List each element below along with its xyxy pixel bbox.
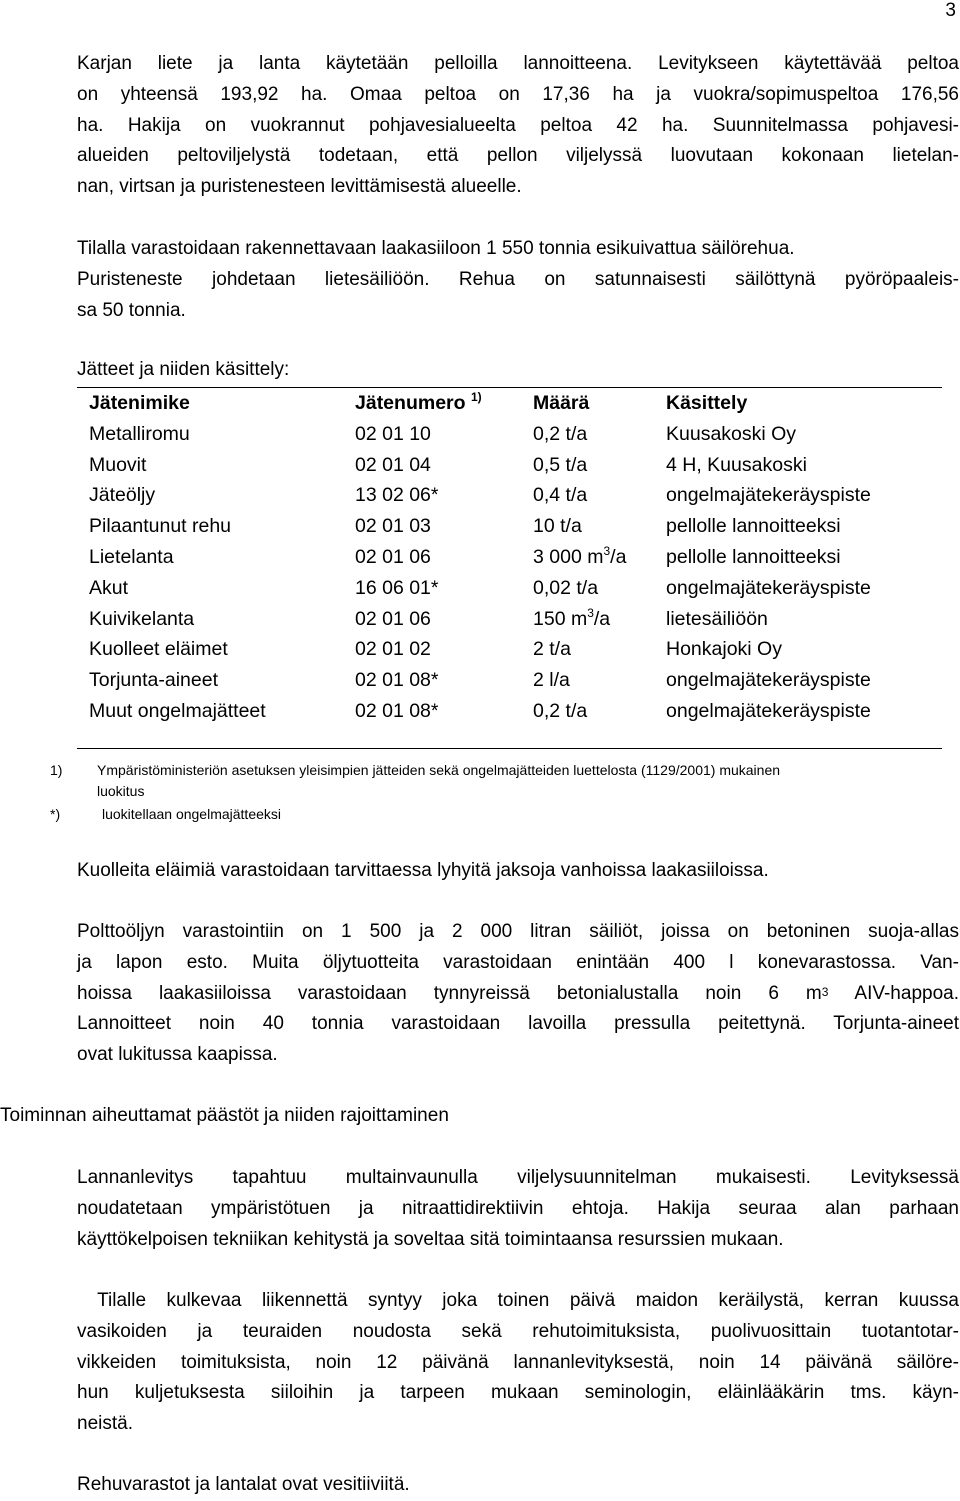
section-heading: Toiminnan aiheuttamat päästöt ja niiden rajoittaminen bbox=[0, 1105, 449, 1126]
table-row bbox=[77, 573, 942, 604]
cell-code: 02 01 06 bbox=[355, 607, 431, 630]
cell-code: 16 06 01* bbox=[355, 576, 439, 599]
paragraph-manure-use bbox=[77, 49, 959, 203]
footnote-ref: 1) bbox=[470, 390, 482, 404]
paragraph-fuel-storage bbox=[77, 917, 959, 1071]
table-row bbox=[77, 542, 942, 573]
cell-name: Metalliromu bbox=[89, 422, 190, 445]
footnote-mark: *) bbox=[50, 806, 61, 822]
cell-code: 02 01 08* bbox=[355, 700, 439, 723]
cell-handling: Honkajoki Oy bbox=[666, 638, 782, 661]
superscript: 3 bbox=[587, 605, 594, 620]
text-line: käyttökelpoisen tekniikan kehitystä ja soveltaa sitä toimintaansa resurssien mukaan. bbox=[77, 1228, 784, 1250]
text-line: Puristeneste johdetaan lietesäiliöön. Rehua on satunnaisesti säilöttynä pyöröpaaleis- bbox=[77, 268, 959, 290]
footnote-1 bbox=[50, 760, 960, 802]
cell-amount: 10 t/a bbox=[533, 515, 582, 538]
header-code: Jätenumero $^{1)}$ bbox=[343, 388, 521, 420]
cell-name: Jäteöljy bbox=[89, 484, 156, 507]
header-handling: Käsittely bbox=[654, 388, 942, 420]
text-line: nan, virtsan ja puristenesteen levittämisestä alueelle. bbox=[77, 176, 522, 198]
table-row bbox=[77, 696, 942, 727]
cell-handling: Kuusakoski Oy bbox=[666, 422, 797, 445]
cell-name: Kuolleet eläimet bbox=[89, 638, 228, 661]
superscript: 3 bbox=[821, 984, 829, 999]
cell-handling: lietesäiliöön bbox=[666, 607, 768, 630]
table-row bbox=[77, 511, 942, 542]
cell-handling: pellolle lannoitteeksi bbox=[666, 515, 841, 538]
text-line: Rehuvarastot ja lantalat ovat vesitiiviitä. bbox=[77, 1474, 410, 1495]
paragraph-dead-animals bbox=[77, 856, 959, 887]
cell-handling: ongelmajätekeräyspiste bbox=[666, 669, 871, 692]
cell-amount: 3 000 $m^3/a$ bbox=[533, 544, 627, 569]
cell-handling: 4 H, Kuusakoski bbox=[666, 453, 807, 476]
cell-amount: 2 t/a bbox=[533, 638, 571, 661]
text-line: noudatetaan ympäristötuen ja nitraattidirektiivin ehtoja. Hakija seuraa alan parhaan bbox=[77, 1197, 959, 1219]
paragraph-silage-storage bbox=[77, 234, 959, 326]
cell-name: Muut ongelmajätteet bbox=[89, 700, 266, 723]
text-line: on yhteensä 193,92 ha. Omaa peltoa on 17,36 ha ja vuokra/sopimuspeltoa 176,56 bbox=[77, 83, 959, 105]
table-row bbox=[77, 481, 942, 512]
text-line: Tilalle kulkevaa liikennettä syntyy joka toinen päivä maidon keräilystä, kerran kuussa bbox=[77, 1290, 959, 1311]
table-row bbox=[77, 665, 942, 696]
text-line: ha. Hakija on vuokrannut pohjavesialueelta peltoa 42 ha. Suunnitelmassa pohjavesi- bbox=[77, 114, 959, 136]
text-line: Lannoitteet noin 40 tonnia varastoidaan lavoilla pressulla peitettynä. Torjunta-aineet bbox=[77, 1013, 959, 1035]
cell-name: Lietelanta bbox=[89, 546, 174, 569]
cell-amount: 150 $m^3/a$ bbox=[533, 605, 611, 630]
text-line: neistä. bbox=[77, 1413, 133, 1435]
table-caption: Jätteet ja niiden käsittely: bbox=[77, 359, 290, 380]
footnote-mark: 1) bbox=[50, 762, 63, 778]
text-line: Karjan liete ja lanta käytetään pelloilla lannoitteena. Levitykseen käytettävää peltoa bbox=[77, 53, 959, 74]
table-row bbox=[77, 419, 942, 450]
cell-amount: 2 l/a bbox=[533, 669, 570, 692]
paragraph-traffic bbox=[77, 1286, 959, 1440]
cell-code: 02 01 03 bbox=[355, 515, 431, 538]
footnote-2 bbox=[50, 804, 960, 825]
text-line: hoissa laakasiiloissa varastoidaan tynnyreissä betonialustalla noin 6 $m^3$ AIV-happoa. bbox=[77, 982, 959, 1004]
footnote-text: luokitellaan ongelmajätteeksi bbox=[102, 806, 281, 822]
cell-amount: 0,2 t/a bbox=[533, 700, 588, 723]
table-header-row bbox=[77, 388, 942, 420]
footnote-text: Ympäristöministeriön asetuksen yleisimpien jätteiden sekä ongelmajätteiden luettelosta (1129/2001) mukainen luokitus bbox=[97, 762, 781, 799]
cell-code: 02 01 10 bbox=[355, 422, 431, 445]
table-row bbox=[77, 635, 942, 666]
cell-handling: pellolle lannoitteeksi bbox=[666, 546, 841, 569]
cell-name: Muovit bbox=[89, 453, 147, 476]
cell-code: 02 01 04 bbox=[355, 453, 431, 476]
cell-name: Torjunta-aineet bbox=[89, 669, 218, 692]
cell-name: Akut bbox=[89, 576, 129, 599]
text-line: Kuolleita eläimiä varastoidaan tarvittaessa lyhyitä jaksoja vanhoissa laakasiiloissa. bbox=[77, 860, 769, 881]
cell-amount: 0,4 t/a bbox=[533, 484, 588, 507]
waste-table bbox=[77, 387, 942, 727]
cell-amount: 0,5 t/a bbox=[533, 453, 588, 476]
table-row bbox=[77, 450, 942, 481]
cell-handling: ongelmajätekeräyspiste bbox=[666, 576, 871, 599]
cell-code: 02 01 08* bbox=[355, 669, 439, 692]
text-line: Polttoöljyn varastointiin on 1 500 ja 2 000 litran säiliöt, joissa on betoninen suoja-allas bbox=[77, 921, 959, 942]
text-line: vikkeiden toimituksista, noin 12 päivänä lannanlevityksestä, noin 14 päivänä säilöre- bbox=[77, 1351, 959, 1373]
paragraph-watertight bbox=[77, 1470, 959, 1501]
superscript: 3 bbox=[603, 544, 611, 559]
cell-name: Kuivikelanta bbox=[89, 607, 195, 630]
cell-amount: 0,2 t/a bbox=[533, 422, 588, 445]
text-line: ovat lukitussa kaapissa. bbox=[77, 1044, 278, 1066]
footnotes bbox=[50, 760, 960, 825]
cell-handling: ongelmajätekeräyspiste bbox=[666, 700, 871, 723]
text-line: vasikoiden ja teuraiden noudosta sekä rehutoimituksista, puolivuosittain tuotantotar- bbox=[77, 1320, 959, 1342]
paragraph-manure-spreading bbox=[77, 1163, 959, 1255]
text-line: ja lapon esto. Muita öljytuotteita varastoidaan enintään 400 l konevarastossa. Van- bbox=[77, 951, 959, 973]
cell-code: 02 01 06 bbox=[355, 546, 431, 569]
cell-code: 02 01 02 bbox=[355, 638, 431, 661]
text-line: alueiden peltoviljelystä todetaan, että pellon viljelyssä luovutaan kokonaan lietelan- bbox=[77, 145, 959, 167]
cell-handling: ongelmajätekeräyspiste bbox=[666, 484, 871, 507]
page-number: 3 bbox=[945, 0, 956, 21]
table-row bbox=[77, 604, 942, 635]
text-line: sa 50 tonnia. bbox=[77, 299, 186, 321]
footnote-divider bbox=[77, 748, 942, 749]
cell-code: 13 02 06* bbox=[355, 484, 439, 507]
cell-name: Pilaantunut rehu bbox=[89, 515, 232, 538]
text-line: Tilalla varastoidaan rakennettavaan laakasiiloon 1 550 tonnia esikuivattua säilörehua. bbox=[77, 238, 795, 259]
text-line: hun kuljetuksesta siiloihin ja tarpeen mukaan seminologin, eläinlääkärin tms. käyn- bbox=[77, 1382, 959, 1404]
cell-amount: 0,02 t/a bbox=[533, 576, 599, 599]
header-amount: Määrä bbox=[521, 388, 654, 420]
header-name: Jätenimike bbox=[77, 388, 343, 420]
text-line: Lannanlevitys tapahtuu multainvaunulla viljelysuunnitelman mukaisesti. Levityksessä bbox=[77, 1167, 959, 1188]
